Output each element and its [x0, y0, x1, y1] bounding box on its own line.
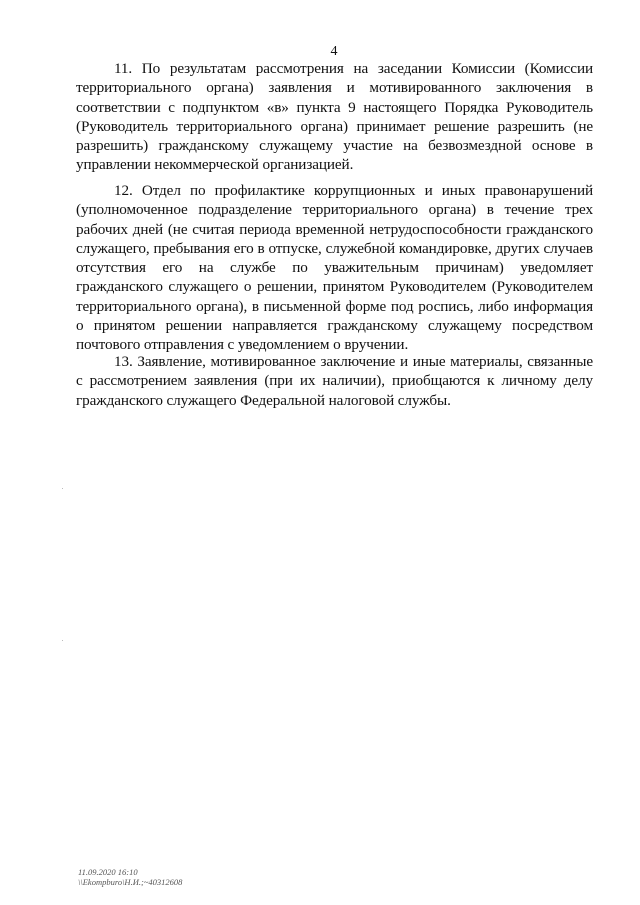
- footer-timestamp: 11.09.2020 16:10: [78, 867, 138, 877]
- paragraph-12: 12. Отдел по профилактике коррупционных и иных правонарушений (уполномоченное подразделение территориального органа) в течение трех рабочих дней (не считая периода временной нетрудоспособности гражданского служащего, пребывания его в отпуске, служебной командировке, других случаев отсутствия его на службе по уважительным причинам) уведомляет гражданского служащего о решении, принятом Руководителем (Руководителем территориального органа), в письменной форме под роспись, либо информация о принятом решении направляется гражданскому служащему посредством почтового отправления с уведомлением о вручении.: [76, 182, 593, 354]
- paragraph-13: 13. Заявление, мотивированное заключение и иные материалы, связанные с рассмотрением заявления (при их наличии), приобщаются к личному делу гражданского служащего Федеральной налоговой службы.: [76, 353, 593, 409]
- print-footer: [78, 867, 182, 887]
- scan-speck: [62, 640, 63, 641]
- paragraph-11: 11. По результатам рассмотрения на заседании Комиссии (Комиссии территориального органа) заявления и мотивированного заключения в соответствии с подпунктом «в» пункта 9 настоящего Порядка Руководитель (Руководитель территориального органа) принимает решение разрешить (не разрешить) гражданскому служащему участие на безвозмездной основе в управлении некоммерческой организацией.: [76, 60, 593, 174]
- page-number: 4: [330, 44, 338, 59]
- footer-path: \\Ekompburo\Н.И.;~40312608: [78, 877, 183, 887]
- scan-speck: [62, 488, 63, 489]
